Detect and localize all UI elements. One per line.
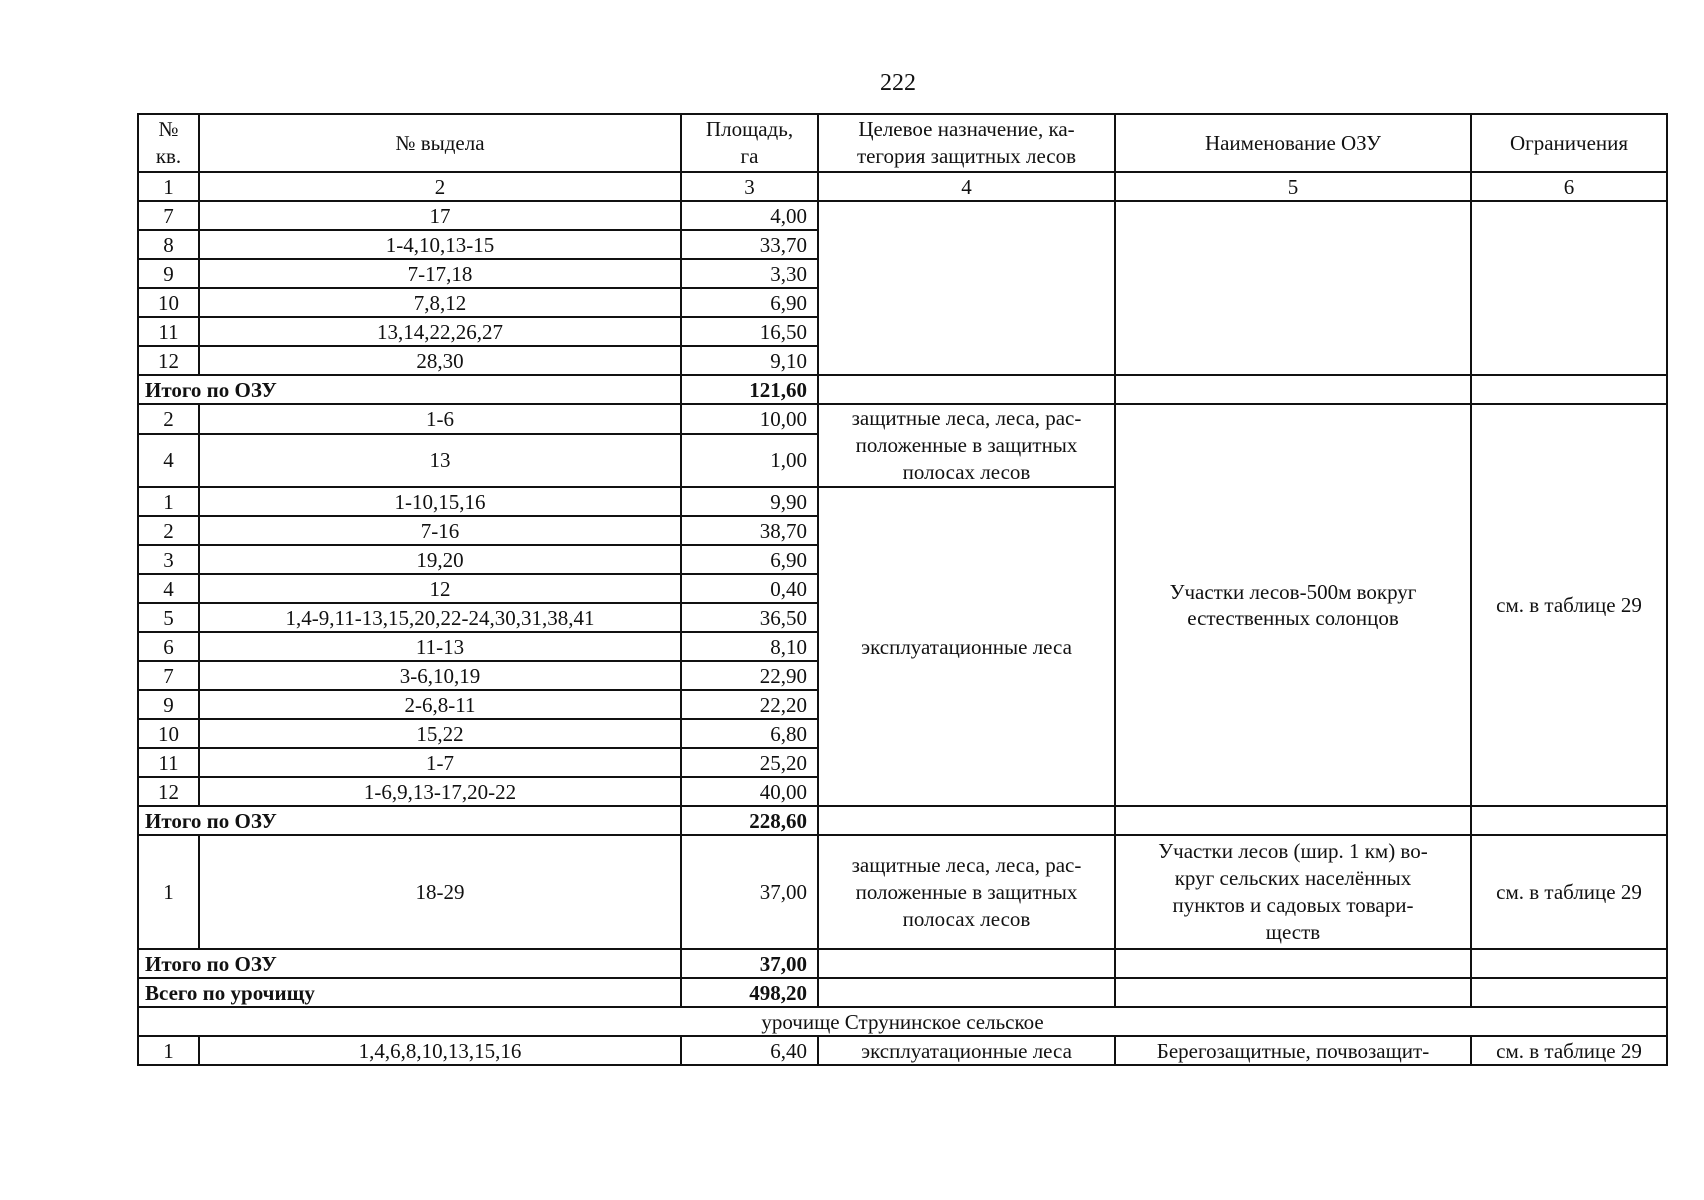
empty-cell <box>818 978 1115 1007</box>
vydel-cell: 3-6,10,19 <box>199 661 681 690</box>
empty-cell <box>1471 978 1667 1007</box>
kv-cell: 10 <box>138 288 199 317</box>
kv-cell: 5 <box>138 603 199 632</box>
area-cell: 4,00 <box>681 201 818 230</box>
column-number: 5 <box>1115 172 1471 201</box>
kv-cell: 4 <box>138 574 199 603</box>
area-cell: 6,40 <box>681 1036 818 1065</box>
header-ozu-name: Наименование ОЗУ <box>1115 114 1471 172</box>
vydel-cell: 1-4,10,13-15 <box>199 230 681 259</box>
subtotal-value: 228,60 <box>681 806 818 835</box>
area-cell: 0,40 <box>681 574 818 603</box>
area-cell: 16,50 <box>681 317 818 346</box>
empty-cell <box>1471 949 1667 978</box>
empty-cell <box>1115 806 1471 835</box>
area-cell: 37,00 <box>681 835 818 949</box>
purpose-cell: эксплуатационные леса <box>818 1036 1115 1065</box>
ozu-cell-empty <box>1115 201 1471 375</box>
area-cell: 9,10 <box>681 346 818 375</box>
column-number-row <box>138 172 1667 201</box>
restriction-cell: см. в таблице 29 <box>1471 404 1667 806</box>
vydel-cell: 17 <box>199 201 681 230</box>
kv-cell: 7 <box>138 661 199 690</box>
subtotal-row <box>138 949 1667 978</box>
subtotal-label: Итого по ОЗУ <box>138 806 681 835</box>
purpose-cell: эксплуатационные леса <box>818 487 1115 806</box>
column-number: 3 <box>681 172 818 201</box>
empty-cell <box>1471 806 1667 835</box>
area-cell: 9,90 <box>681 487 818 516</box>
column-number: 2 <box>199 172 681 201</box>
ozu-table <box>137 113 1668 1066</box>
vydel-cell: 2-6,8-11 <box>199 690 681 719</box>
header-purpose: Целевое назначение, ка- тегория защитных лесов <box>818 114 1115 172</box>
section-title-row <box>138 1007 1667 1036</box>
area-cell: 8,10 <box>681 632 818 661</box>
header-row <box>138 114 1667 172</box>
vydel-cell: 1-6,9,13-17,20-22 <box>199 777 681 806</box>
subtotal-value: 37,00 <box>681 949 818 978</box>
table-row <box>138 201 1667 230</box>
subtotal-row <box>138 375 1667 404</box>
kv-cell: 3 <box>138 545 199 574</box>
kv-cell: 12 <box>138 346 199 375</box>
vydel-cell: 19,20 <box>199 545 681 574</box>
section-title: урочище Струнинское сельское <box>138 1007 1667 1036</box>
header-area: Площадь, га <box>681 114 818 172</box>
area-cell: 36,50 <box>681 603 818 632</box>
kv-cell: 9 <box>138 259 199 288</box>
column-number: 1 <box>138 172 199 201</box>
area-cell: 10,00 <box>681 404 818 434</box>
vydel-cell: 7-17,18 <box>199 259 681 288</box>
empty-cell <box>1115 375 1471 404</box>
area-cell: 3,30 <box>681 259 818 288</box>
subtotal-label: Итого по ОЗУ <box>138 375 681 404</box>
kv-cell: 1 <box>138 835 199 949</box>
ozu-name-cell: Берегозащитные, почвозащит- <box>1115 1036 1471 1065</box>
restriction-cell-empty <box>1471 201 1667 375</box>
area-cell: 22,90 <box>681 661 818 690</box>
table-row <box>138 404 1667 434</box>
vydel-cell: 1-10,15,16 <box>199 487 681 516</box>
vydel-cell: 7,8,12 <box>199 288 681 317</box>
kv-cell: 1 <box>138 1036 199 1065</box>
vydel-cell: 15,22 <box>199 719 681 748</box>
subtotal-row <box>138 806 1667 835</box>
empty-cell <box>818 806 1115 835</box>
kv-cell: 11 <box>138 317 199 346</box>
empty-cell <box>818 949 1115 978</box>
kv-cell: 12 <box>138 777 199 806</box>
grand-total-row <box>138 978 1667 1007</box>
page-number: 222 <box>880 70 916 96</box>
header-restrictions: Ограничения <box>1471 114 1667 172</box>
grand-total-value: 498,20 <box>681 978 818 1007</box>
kv-cell: 4 <box>138 434 199 487</box>
purpose-cell: защитные леса, леса, рас- положенные в защитных полосах лесов <box>818 404 1115 487</box>
area-cell: 6,90 <box>681 545 818 574</box>
kv-cell: 2 <box>138 404 199 434</box>
vydel-cell: 1-6 <box>199 404 681 434</box>
area-cell: 22,20 <box>681 690 818 719</box>
kv-cell: 6 <box>138 632 199 661</box>
kv-cell: 11 <box>138 748 199 777</box>
vydel-cell: 12 <box>199 574 681 603</box>
area-cell: 1,00 <box>681 434 818 487</box>
column-number: 6 <box>1471 172 1667 201</box>
vydel-cell: 13,14,22,26,27 <box>199 317 681 346</box>
table-row <box>138 1036 1667 1065</box>
purpose-cell: защитные леса, леса, рас- положенные в защитных полосах лесов <box>818 835 1115 949</box>
grand-total-label: Всего по урочищу <box>138 978 681 1007</box>
restriction-cell: см. в таблице 29 <box>1471 1036 1667 1065</box>
column-number: 4 <box>818 172 1115 201</box>
subtotal-value: 121,60 <box>681 375 818 404</box>
vydel-cell: 1-7 <box>199 748 681 777</box>
header-kv: № кв. <box>138 114 199 172</box>
vydel-cell: 28,30 <box>199 346 681 375</box>
ozu-name-cell: Участки лесов (шир. 1 км) во- круг сельских населённых пунктов и садовых товари- ществ <box>1115 835 1471 949</box>
empty-cell <box>818 375 1115 404</box>
vydel-cell: 13 <box>199 434 681 487</box>
header-vydel: № выдела <box>199 114 681 172</box>
empty-cell <box>1115 978 1471 1007</box>
table-row <box>138 835 1667 949</box>
subtotal-label: Итого по ОЗУ <box>138 949 681 978</box>
kv-cell: 8 <box>138 230 199 259</box>
empty-cell <box>1471 375 1667 404</box>
vydel-cell: 11-13 <box>199 632 681 661</box>
area-cell: 25,20 <box>681 748 818 777</box>
ozu-name-cell: Участки лесов-500м вокруг естественных солонцов <box>1115 404 1471 806</box>
empty-cell <box>1115 949 1471 978</box>
kv-cell: 9 <box>138 690 199 719</box>
purpose-cell-empty <box>818 201 1115 375</box>
kv-cell: 1 <box>138 487 199 516</box>
area-cell: 38,70 <box>681 516 818 545</box>
area-cell: 40,00 <box>681 777 818 806</box>
area-cell: 6,80 <box>681 719 818 748</box>
kv-cell: 2 <box>138 516 199 545</box>
vydel-cell: 1,4-9,11-13,15,20,22-24,30,31,38,41 <box>199 603 681 632</box>
restriction-cell: см. в таблице 29 <box>1471 835 1667 949</box>
vydel-cell: 1,4,6,8,10,13,15,16 <box>199 1036 681 1065</box>
area-cell: 33,70 <box>681 230 818 259</box>
kv-cell: 10 <box>138 719 199 748</box>
vydel-cell: 18-29 <box>199 835 681 949</box>
area-cell: 6,90 <box>681 288 818 317</box>
vydel-cell: 7-16 <box>199 516 681 545</box>
kv-cell: 7 <box>138 201 199 230</box>
